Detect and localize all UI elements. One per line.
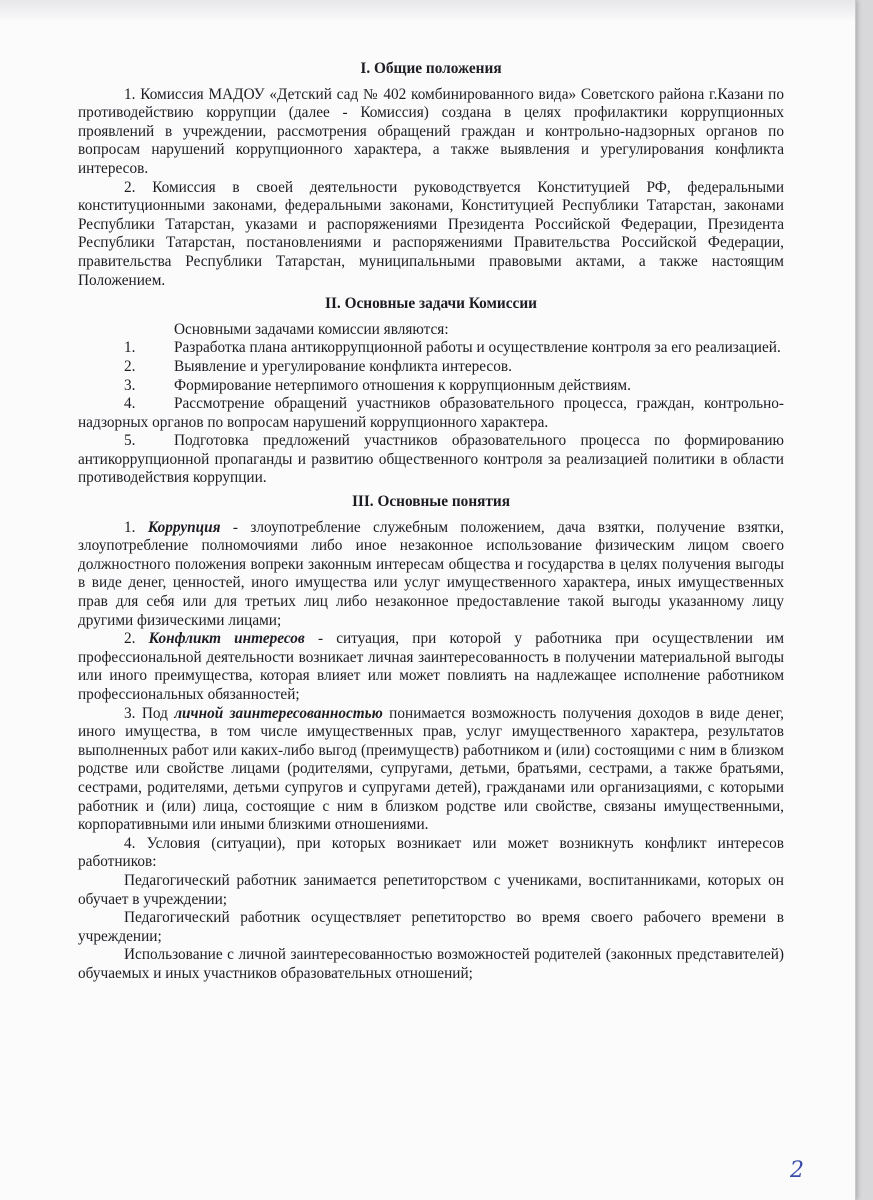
document-body: [78, 60, 784, 984]
section-2-title: II. Основные задачи Комиссии: [325, 295, 537, 313]
page-number: 2: [790, 1158, 804, 1183]
section-1-paragraph-2: 2. Комиссия в своей деятельности руководствуется Конституцией РФ, федеральными конституционными законами, федеральными законами, Конституцией Республики Татарстан, законами Республики Татарстан, указами и распоряжениями Президента Российской Федерации, Президента Республики Татарстан, постановлениями и распоряжениями Правительства Российской Федерации, правительства Республики Татарстан, муниципальными правовыми актами, а также настоящим Положением.: [78, 178, 784, 289]
conditions-intro: 4. Условия (ситуации), при которых возникает или может возникнуть конфликт интересов работников:: [78, 834, 784, 871]
definition-conflict-of-interest: 2. Конфликт интересов - ситуация, при которой у работника при осуществлении им профессиональной деятельности возникает личная заинтересованность в получении материальной выгоды или иного преимущества, которая влияет или может повлиять на надлежащее исполнение работником профессиональных обязанностей;: [78, 630, 785, 703]
list-item: 4. Рассмотрение обращений участников образовательного процесса, граждан, контрольно-надзорных органов по вопросам нарушений коррупционного характера.: [78, 395, 784, 431]
condition-1: Педагогический работник занимается репетиторством с учениками, воспитанниками, которых он обучает в учреждении;: [78, 871, 784, 908]
list-item: 2. Выявление и урегулирование конфликта интересов.: [124, 357, 512, 375]
section-2-intro: Основными задачами комиссии являются:: [174, 320, 449, 338]
scan-edge-shadow: [0, 0, 855, 22]
section-1-title: I. Общие положения: [360, 60, 502, 77]
definition-corruption: 1. Коррупция - злоупотребление служебным положением, дача взятки, получение взятки, злоупотребление полномочиями либо иное незаконное использование физическим лицом своего должностного положения вопреки законным интересам общества и государства в целях получения выгоды в виде денег, ценностей, иного имущества или услуг имущественного характера, иных имущественных прав для себя или для третьих лиц либо незаконное предоставление такой выгоды указанному лицу другими физическими лицами;: [78, 518, 784, 629]
list-item: 5. Подготовка предложений участников образовательного процесса по формированию антикоррупционной пропаганды и развитию общественного контроля за реализацией политики в области противодействия коррупции.: [78, 432, 784, 487]
section-1-paragraph-1: 1. Комиссия МАДОУ «Детский сад № 402 комбинированного вида» Советского района г.Казани по противодействию коррупции (далее - Комиссия) создана в целях профилактики коррупционных проявлений в учреждении, рассмотрения обращений граждан и контрольно-надзорных органов по вопросам нарушений коррупционного характера, а также выявления и урегулирования конфликта интересов.: [78, 85, 784, 177]
section-3-title: III. Основные понятия: [351, 493, 511, 511]
definition-personal-interest: 3. Под личной заинтересованностью понимается возможность получения доходов в виде денег, иного имущества, в том числе имущественных прав, услуг имущественного характера, результатов выполненных работ или каких-либо выгод (преимуществ) работником и (или) состоящими с ним в близком родстве или свойстве лицами (родителями, супругами, детьми, братьями, сестрами, а также братьями, сестрами, родителями, детьми супругов и супругами детей), гражданами или организациями, с которыми работник и (или) лица, состоящие с ним в близком родстве или свойстве, связаны имущественными, корпоративными или иными близкими отношениями.: [78, 704, 784, 834]
list-item: 1. Разработка плана антикоррупционной работы и осуществление контроля за его реализацией.: [124, 339, 781, 357]
list-item: 3. Формирование нетерпимого отношения к коррупционным действиям.: [124, 376, 631, 394]
condition-2: Педагогический работник осуществляет репетиторство во время своего рабочего времени в учреждении;: [78, 909, 784, 945]
condition-3: Использование с личной заинтересованностью возможностей родителей (законных представителей) обучаемых и иных участников образовательных отношений;: [78, 946, 784, 982]
